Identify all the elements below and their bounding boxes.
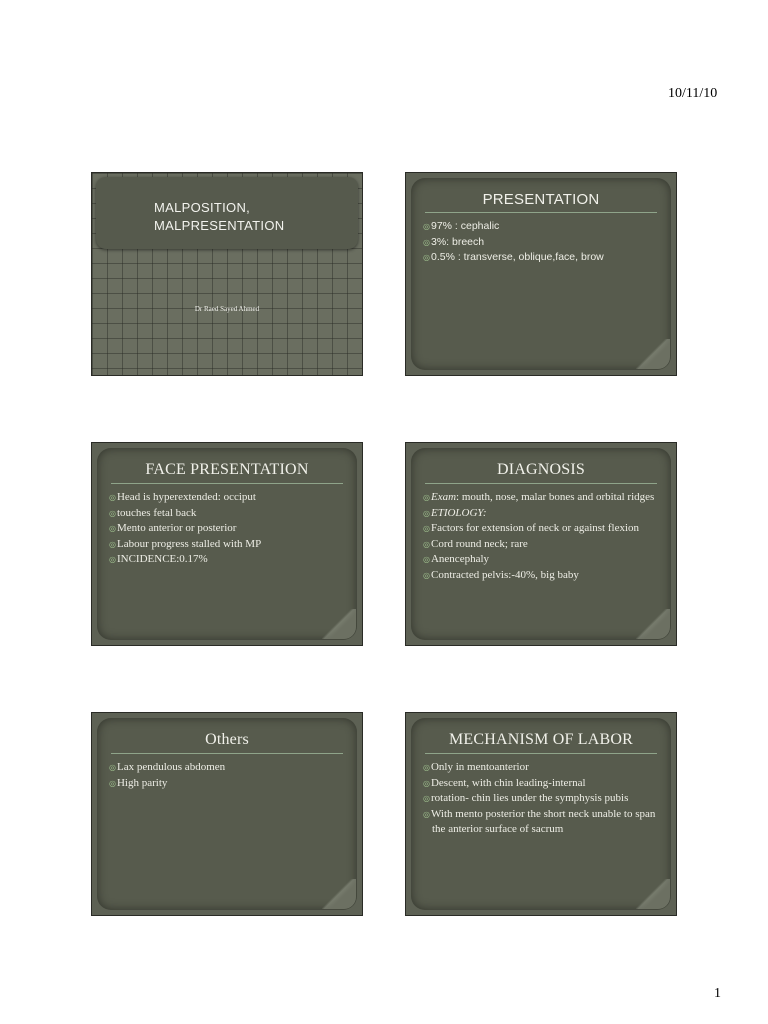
page-curl-decoration [636,609,670,639]
slide-panel [97,448,357,640]
etiology-label: ETIOLOGY: [430,506,487,519]
list-item: ◎Mento anterior or posterior [109,522,237,534]
bullet-icon: ◎ [109,524,116,533]
slide-heading: Others [111,731,343,754]
bullet-icon: ◎ [423,763,430,772]
bullet-icon: ◎ [109,508,116,518]
slide-heading: DIAGNOSIS [425,461,657,484]
slide-panel [411,718,671,910]
bullet-icon: ◎ [109,493,116,502]
bullet-icon: ◎ [423,508,430,518]
bullet-icon: ◎ [423,222,430,231]
bullet-list [109,490,347,568]
bullet-icon: ◎ [423,809,430,819]
bullet-list [423,219,661,266]
bullet-icon: ◎ [423,237,430,247]
slide-panel [97,718,357,910]
page-curl-decoration [636,879,670,909]
bullet-icon: ◎ [423,539,430,549]
slide-others [91,712,363,916]
slide-heading: PRESENTATION [425,191,657,213]
bullet-icon: ◎ [109,778,116,788]
list-item: ◎Lax pendulous abdomen [109,761,226,773]
list-item: ◎Only in mentoanterior [423,761,529,773]
list-item: ◎Factors for extension of neck or against flexion [423,522,640,534]
list-item: ◎Descent, with chin leading-internal [423,776,586,789]
list-item: ◎0.5% : transverse, oblique,face, brow [423,251,604,263]
bullet-icon: ◎ [423,524,430,533]
bullet-icon: ◎ [109,763,116,772]
list-item: ◎touches fetal back [109,506,197,519]
slide-author: Dr Raed Sayed Ahmed [194,305,260,313]
slide-diagnosis [405,442,677,646]
page-curl-decoration [322,879,356,909]
list-item: ◎97% : cephalic [423,220,500,232]
slide-panel [411,178,671,370]
bullet-icon: ◎ [109,555,116,564]
bullet-icon: ◎ [423,555,430,564]
list-item: ◎Contracted pelvis:-40%, big baby [423,568,579,581]
slide-heading: MECHANISM OF LABOR [425,731,657,754]
slide-face-presentation [91,442,363,646]
list-item: ◎Anencephaly [423,553,490,565]
bullet-icon: ◎ [423,570,430,580]
list-item: ◎3%: breech [423,235,485,248]
bullet-icon: ◎ [423,794,430,803]
page-date: 10/11/10 [668,86,718,101]
bullet-icon: ◎ [423,493,430,502]
slide-main-title-line-1: MALPOSITION, [154,200,251,215]
list-item: ◎rotation- chin lies under the symphysis pubis [423,792,629,804]
slide-main-title-line-2: MALPRESENTATION [154,218,285,233]
list-item: ◎INCIDENCE:0.17% [109,553,208,565]
bullet-list [423,760,661,837]
bullet-icon: ◎ [423,778,430,788]
page-number: 1 [714,986,721,1001]
list-item [423,506,661,522]
list-item: ◎With mento posterior the short neck unable to span the anterior surface of sacrum [423,807,656,835]
exam-label: Exam [430,491,457,503]
list-item: ◎Cord round neck; rare [423,537,528,550]
bullet-icon: ◎ [109,539,116,549]
list-item: ◎Head is hyperextended: occiput [109,491,256,503]
list-item: ◎Labour progress stalled with MP [109,537,262,550]
bullet-list [109,760,347,791]
slide-panel [411,448,671,640]
slide-mechanism-of-labor [405,712,677,916]
list-item: ◎Exam: mouth, nose, malar bones and orbital ridges [423,491,655,503]
slide-presentation [405,172,677,376]
slide-main-title [154,199,284,235]
slide-title [91,172,363,376]
page-curl-decoration [322,609,356,639]
bullet-list [423,490,661,583]
page-curl-decoration [636,339,670,369]
bullet-icon: ◎ [423,253,430,262]
list-item: ◎High parity [109,776,168,789]
slide-heading: FACE PRESENTATION [111,461,343,484]
